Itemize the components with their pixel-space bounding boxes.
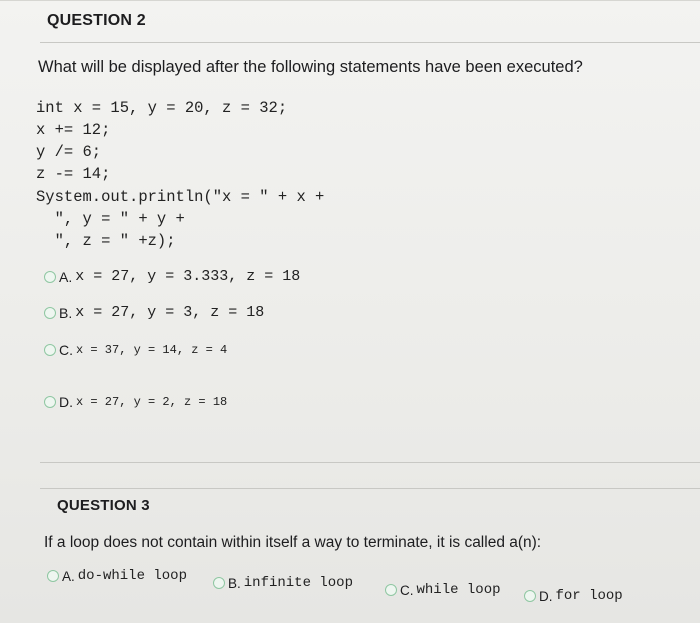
option-text: for loop: [555, 588, 623, 604]
option-letter: A.: [59, 268, 73, 285]
code-line: ", z = " +z);: [36, 232, 176, 250]
radio-button[interactable]: [44, 344, 56, 356]
option-letter: B.: [59, 304, 73, 321]
question2-prompt: What will be displayed after the following statements have been executed?: [38, 58, 583, 76]
option-b[interactable]: [213, 575, 353, 591]
radio-button[interactable]: [213, 577, 225, 589]
radio-button[interactable]: [385, 584, 397, 596]
code-line: ", y = " + y +: [36, 210, 185, 228]
question3-top-divider: [40, 488, 700, 489]
question3-prompt: If a loop does not contain within itself a way to terminate, it is called a(n):: [44, 534, 542, 551]
code-line: z -= 14;: [36, 165, 111, 183]
code-line: x += 12;: [36, 121, 111, 139]
option-text: infinite loop: [243, 575, 353, 591]
option-text: do-while loop: [77, 568, 187, 584]
question2-divider: [40, 42, 700, 43]
option-b[interactable]: [44, 304, 264, 321]
option-text: while loop: [416, 582, 501, 598]
option-letter: A.: [62, 568, 75, 584]
code-line: y /= 6;: [36, 143, 102, 161]
section-divider: [40, 462, 700, 463]
option-text: x = 37, y = 14, z = 4: [76, 343, 228, 357]
option-a[interactable]: [44, 268, 300, 285]
option-c[interactable]: [44, 342, 227, 358]
option-text: x = 27, y = 3, z = 18: [75, 304, 265, 321]
option-letter: C.: [59, 342, 73, 358]
option-c[interactable]: [385, 582, 501, 598]
option-d[interactable]: [44, 394, 227, 410]
top-divider: [0, 0, 700, 1]
code-line: int x = 15, y = 20, z = 32;: [36, 99, 288, 117]
option-letter: D.: [539, 588, 553, 604]
option-letter: C.: [400, 582, 414, 598]
radio-button[interactable]: [44, 307, 56, 319]
code-line: System.out.println("x = " + x +: [36, 188, 325, 206]
radio-button[interactable]: [44, 396, 56, 408]
question3-title: QUESTION 3: [57, 497, 150, 514]
question2-title: QUESTION 2: [47, 12, 146, 29]
option-text: x = 27, y = 2, z = 18: [76, 395, 228, 409]
option-text: x = 27, y = 3.333, z = 18: [75, 268, 301, 285]
option-a[interactable]: [47, 568, 187, 584]
option-letter: B.: [228, 575, 241, 591]
option-d[interactable]: [524, 588, 623, 604]
radio-button[interactable]: [524, 590, 536, 602]
radio-button[interactable]: [47, 570, 59, 582]
radio-button[interactable]: [44, 271, 56, 283]
option-letter: D.: [59, 394, 73, 410]
